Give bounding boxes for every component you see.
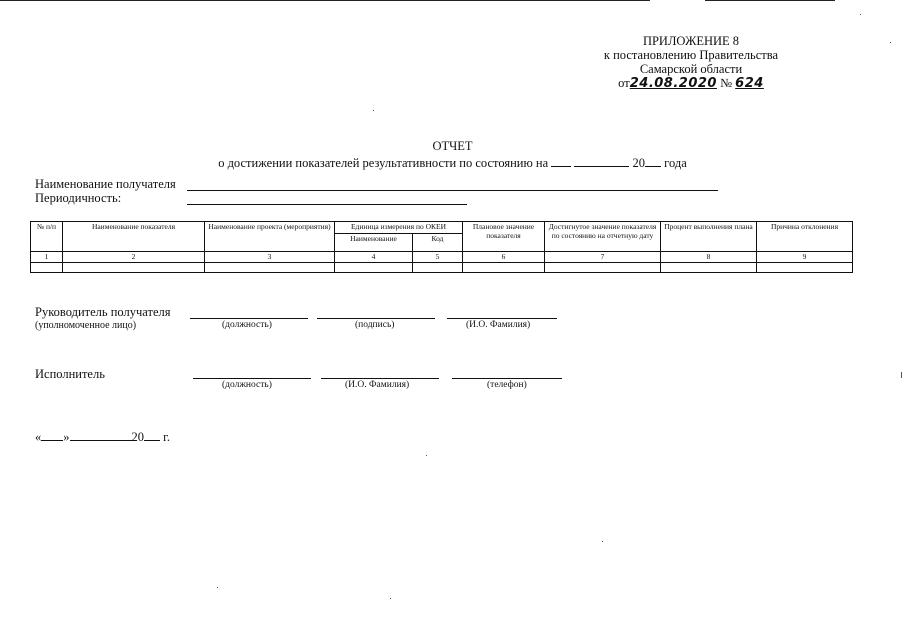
table-cell[interactable] [545,263,661,273]
scan-speck [390,598,391,599]
periodicity-field-line[interactable] [187,204,467,205]
date-year-prefix: 20 [131,430,144,444]
header-unit-code: Код [413,233,463,251]
header-achieved: Достигнутое значение показателя по состоянию на отчетную дату [545,222,661,252]
appendix-date-line [581,76,801,91]
table-cell[interactable] [63,263,205,273]
header-unit-group: Единица измерения по ОКЕИ [335,222,463,234]
top-border-line [0,0,650,1]
appendix-title: ПРИЛОЖЕНИЕ 8 [642,34,740,48]
executor-position-caption: (должность) [222,380,272,390]
date-line [35,429,170,445]
scan-speck [602,541,603,542]
col-number-1: 1 [31,251,63,263]
col-number-3: 3 [205,251,335,263]
header-percent: Процент выполнения плана [661,222,757,252]
header-planned: Плановое значение показателя [463,222,545,252]
table-cell[interactable] [757,263,853,273]
executor-phone-caption: (телефон) [487,380,527,390]
col-number-9: 9 [757,251,853,263]
col-number-6: 6 [463,251,545,263]
appendix-number-handwritten: 624 [735,76,764,91]
scan-speck [890,42,891,43]
date-year-suffix: г. [163,430,170,444]
appendix-header [581,34,801,91]
date-open-quote: « [35,430,42,444]
executor-name-caption: (И.О. Фамилия) [345,380,410,390]
head-position-line[interactable] [190,318,308,319]
report-year-prefix: 20 [632,156,646,170]
header-unit-name: Наименование [335,233,413,251]
report-subtitle [0,155,905,171]
report-year-suffix: года [664,156,687,170]
scan-speck [860,14,861,15]
report-subtitle-text: о достижении показателей результативности по состоянию на [218,156,549,170]
col-number-2: 2 [63,251,205,263]
table-cell[interactable] [31,263,63,273]
recipient-field-line[interactable] [187,190,718,191]
appendix-from-prefix: от [618,76,630,90]
header-project-name: Наименование проекта (мероприятия) [205,222,335,252]
header-num: № п/п [31,222,63,252]
date-close-quote: » [63,430,70,444]
date-month-blank[interactable] [70,429,132,441]
date-year-blank[interactable] [144,429,160,441]
date-day-blank[interactable] [41,429,63,441]
head-name-line[interactable] [447,318,557,319]
appendix-date-handwritten: 24.08.2020 [629,76,717,91]
table-cell[interactable] [205,263,335,273]
executor-position-line[interactable] [193,378,311,379]
table-cell[interactable] [661,263,757,273]
executor-name-line[interactable] [321,378,439,379]
scan-speck [426,455,427,456]
head-signature-line[interactable] [317,318,435,319]
head-name-caption: (И.О. Фамилия) [466,320,531,330]
report-day-blank [551,155,571,167]
periodicity-label: Периодичность: [35,191,122,205]
scan-speck [217,587,218,588]
head-position-caption: (должность) [222,320,272,330]
executor-phone-line[interactable] [452,378,562,379]
header-reason: Причина отклонения [757,222,853,252]
top-border-line-right [705,0,835,1]
appendix-line-3: Самарской области [639,62,743,76]
table-cell[interactable] [413,263,463,273]
scan-speck [901,372,902,378]
report-month-blank [574,155,629,167]
recipient-label: Наименование получателя [35,177,176,191]
col-number-4: 4 [335,251,413,263]
table-row [31,263,853,273]
scan-speck [373,110,374,111]
header-indicator-name: Наименование показателя [63,222,205,252]
head-signature-caption: (подпись) [355,320,395,330]
table-cell[interactable] [463,263,545,273]
report-table [30,221,853,273]
report-year-blank [645,155,661,167]
head-label: Руководитель получателя [35,305,171,319]
table-cell[interactable] [335,263,413,273]
appendix-line-2: к постановлению Правительства [603,48,779,62]
col-number-7: 7 [545,251,661,263]
report-title: ОТЧЕТ [432,139,473,153]
col-number-8: 8 [661,251,757,263]
executor-label: Исполнитель [35,367,105,381]
head-sublabel: (уполномоченное лицо) [35,320,137,331]
appendix-number-sign: № [720,76,733,90]
col-number-5: 5 [413,251,463,263]
